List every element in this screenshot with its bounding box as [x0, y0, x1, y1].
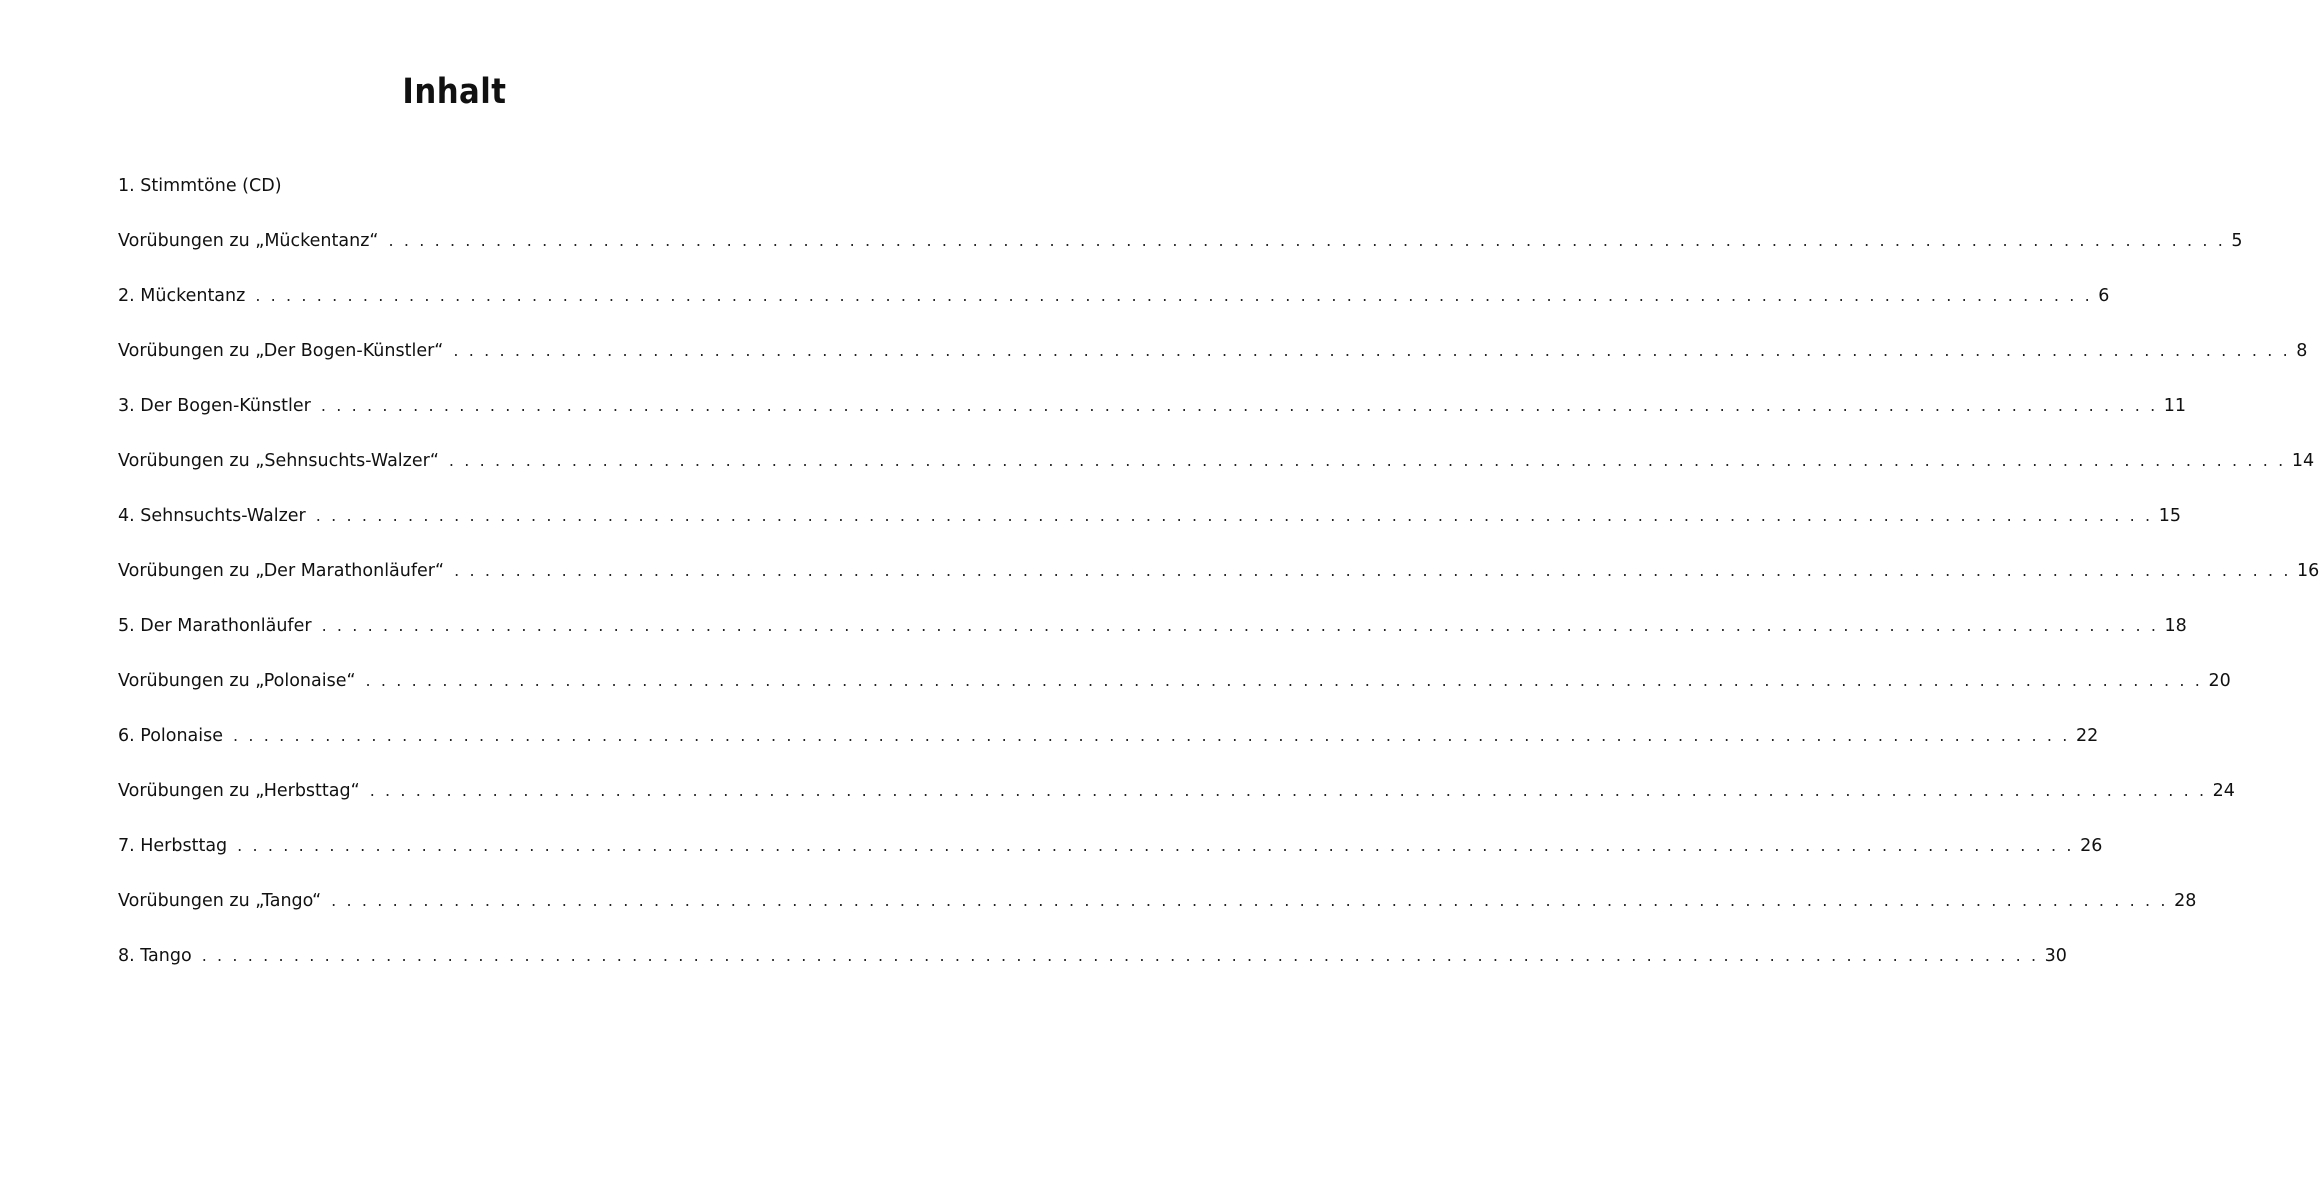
toc-entry-page-number: 16 — [2297, 561, 2319, 581]
toc-entry — [118, 724, 2099, 779]
page-title: Inhalt — [402, 72, 507, 112]
toc-entry-label: 2. Mückentanz — [118, 286, 246, 306]
toc-entry-label: 3. Der Bogen-Künstler — [118, 396, 311, 416]
toc-entry — [118, 614, 2187, 669]
toc-entry-label: 6. Polonaise — [118, 726, 224, 746]
dot-leader: . . . . . . . . . . . . . . . . . . . . . . . . . . . . . . . . . . . . . . . . . . . . . . . . . . . . . . . . . . . . . . . . . . . . . . . . . . . . . . . . . . . . . . . . . . . . . . . . . . . . . . . . . . . . . . . . . . . . . . . . — [448, 451, 2286, 470]
dot-leader: . . . . . . . . . . . . . . . . . . . . . . . . . . . . . . . . . . . . . . . . . . . . . . . . . . . . . . . . . . . . . . . . . . . . . . . . . . . . . . . . . . . . . . . . . . . . . . . . . . . . . . . . . . . . . . . . . . . . . . . . — [388, 231, 2226, 250]
toc-entry-page-number: 30 — [2044, 946, 2067, 966]
toc-entry-label: Vorübungen zu „Herbsttag“ — [118, 781, 360, 801]
table-of-contents — [118, 174, 2319, 999]
toc-entry — [118, 504, 2181, 559]
toc-entry — [118, 779, 2235, 834]
toc-entry-label: 1. Stimmtöne (CD) — [118, 176, 282, 196]
toc-entry-label: Vorübungen zu „Der Bogen-Künstler“ — [118, 341, 444, 361]
toc-entry — [118, 174, 786, 229]
toc-entry — [118, 339, 2308, 394]
toc-entry-page-number: 22 — [2075, 726, 2099, 746]
dot-leader: . . . . . . . . . . . . . . . . . . . . . . . . . . . . . . . . . . . . . . . . . . . . . . . . . . . . . . . . . . . . . . . . . . . . . . . . . . . . . . . . . . . . . . . . . . . . . . . . . . . . . . . . . . . . . . . . . . . . . . . . — [233, 726, 2070, 745]
toc-entry-label: Vorübungen zu „Sehnsuchts-Walzer“ — [118, 451, 439, 471]
toc-entry-label: 8. Tango — [118, 946, 192, 966]
toc-entry — [118, 559, 2319, 614]
dot-leader: . . . . . . . . . . . . . . . . . . . . . . . . . . . . . . . . . . . . . . . . . . . . . . . . . . . . . . . . . . . . . . . . . . . . . . . . . . . . . . . . . . . . . . . . . . . . . . . . . . . . . . . . . . . . . . . . . . . . . . . . — [331, 891, 2169, 910]
dot-leader: . . . . . . . . . . . . . . . . . . . . . . . . . . . . . . . . . . . . . . . . . . . . . . . . . . . . . . . . . . . . . . . . . . . . . . . . . . . . . . . . . . . . . . . . . . . . . . . . . . . . . . . . . . . . . . . . . . . . . . . . — [454, 561, 2292, 580]
toc-entry-label: Vorübungen zu „Polonaise“ — [118, 671, 356, 691]
toc-entry-page-number: 15 — [2158, 506, 2181, 526]
toc-entry — [118, 229, 2243, 284]
toc-entry-page-number: 8 — [2296, 341, 2308, 361]
dot-leader: . . . . . . . . . . . . . . . . . . . . . . . . . . . . . . . . . . . . . . . . . . . . . . . . . . . . . . . . . . . . . . . . . . . . . . . . . . . . . . . . . . . . . . . . . . . . . . . . . . . . . . . . . . . . . . . . . . . . . . . . — [315, 506, 2153, 525]
toc-entry-label: Vorübungen zu „Mückentanz“ — [118, 231, 379, 251]
toc-entry — [118, 284, 2110, 339]
toc-entry-page-number: 24 — [2212, 781, 2235, 801]
toc-entry-page-number: 18 — [2164, 616, 2187, 636]
toc-entry — [118, 449, 2315, 504]
toc-entry-page-number: 28 — [2174, 891, 2197, 911]
toc-entry-label: 4. Sehnsuchts-Walzer — [118, 506, 306, 526]
dot-leader: . . . . . . . . . . . . . . . . . . . . . . . . . . . . . . . . . . . . . . . . . . . . . . . . . . . . . . . . . . . . . . . . . . . . . . . . . . . . . . . . . . . . . . . . . . . . . . . . . . . . . . . . . . . . . . . . . . . . . . . . — [320, 396, 2158, 415]
dot-leader: . . . . . . . . . . . . . . . . . . . . . . . . . . . . . . . . . . . . . . . . . . . . . . . . . . . . . . . . . . . . . . . . . . . . . . . . . . . . . . . . . . . . . . . . . . . . . . . . . . . . . . . . . . . . . . . . . . . . . . . . — [255, 286, 2093, 305]
dot-leader: . . . . . . . . . . . . . . . . . . . . . . . . . . . . . . . . . . . . . . . . . . . . . . . . . . . . . . . . . . . . . . . . . . . . . . . . . . . . . . . . . . . . . . . . . . . . . . . . . . . . . . . . . . . . . . . . . . . . . . . . — [321, 616, 2159, 635]
dot-leader: . . . . . . . . . . . . . . . . . . . . . . . . . . . . . . . . . . . . . . . . . . . . . . . . . . . . . . . . . . . . . . . . . . . . . . . . . . . . . . . . . . . . . . . . . . . . . . . . . . . . . . . . . . . . . . . . . . . . . . . . — [453, 341, 2291, 360]
toc-entry-label: 5. Der Marathonläufer — [118, 616, 312, 636]
toc-entry-page-number: 20 — [2208, 671, 2231, 691]
toc-entry-page-number: 5 — [2231, 231, 2243, 251]
toc-entry-page-number: 26 — [2080, 836, 2103, 856]
dot-leader: . . . . . . . . . . . . . . . . . . . . . . . . . . . . . . . . . . . . . . . . . . . . . . . . . . . . . . . . . . . . . . . . . . . . . . . . . . . . . . . . . . . . . . . . . . . . . . . . . . . . . . . . . . . . . . . . . . . . . . . . — [201, 946, 2039, 965]
dot-leader: . . . . . . . . . . . . . . . . . . . . . . . . . . . . . . . . . . . . . . . . . . . . . . . . . . . . . . . . . . . . . . . . . . . . . . . . . . . . . . . . . . . . . . . . . . . . . . . . . . . . . . . . . . . . . . . . . . . . . . . . — [369, 781, 2207, 800]
toc-entry-label: Vorübungen zu „Der Marathonläufer“ — [118, 561, 445, 581]
toc-entry — [118, 394, 2187, 449]
toc-entry-page-number: 11 — [2163, 396, 2187, 416]
toc-entry — [118, 669, 2231, 724]
toc-entry-page-number: 6 — [2098, 286, 2110, 306]
dot-leader: . . . . . . . . . . . . . . . . . . . . . . . . . . . . . . . . . . . . . . . . . . . . . . . . . . . . . . . . . . . . . . . . . . . . . . . . . . . . . . . . . . . . . . . . . . . . . . . . . . . . . . . . . . . . . . . . . . . . . . . . — [365, 671, 2203, 690]
toc-entry-label: Vorübungen zu „Tango“ — [118, 891, 322, 911]
toc-entry — [118, 889, 2197, 944]
toc-entry-page-number: 14 — [2291, 451, 2315, 471]
toc-entry-label: 7. Herbsttag — [118, 836, 228, 856]
toc-entry — [118, 834, 2103, 889]
dot-leader: . . . . . . . . . . . . . . . . . . . . . . . . . . . . . . . . . . . . . . . . . . . . . . . . . . . . . . . . . . . . . . . . . . . . . . . . . . . . . . . . . . . . . . . . . . . . . . . . . . . . . . . . . . . . . . . . . . . . . . . . — [237, 836, 2075, 855]
toc-entry — [118, 944, 2067, 999]
